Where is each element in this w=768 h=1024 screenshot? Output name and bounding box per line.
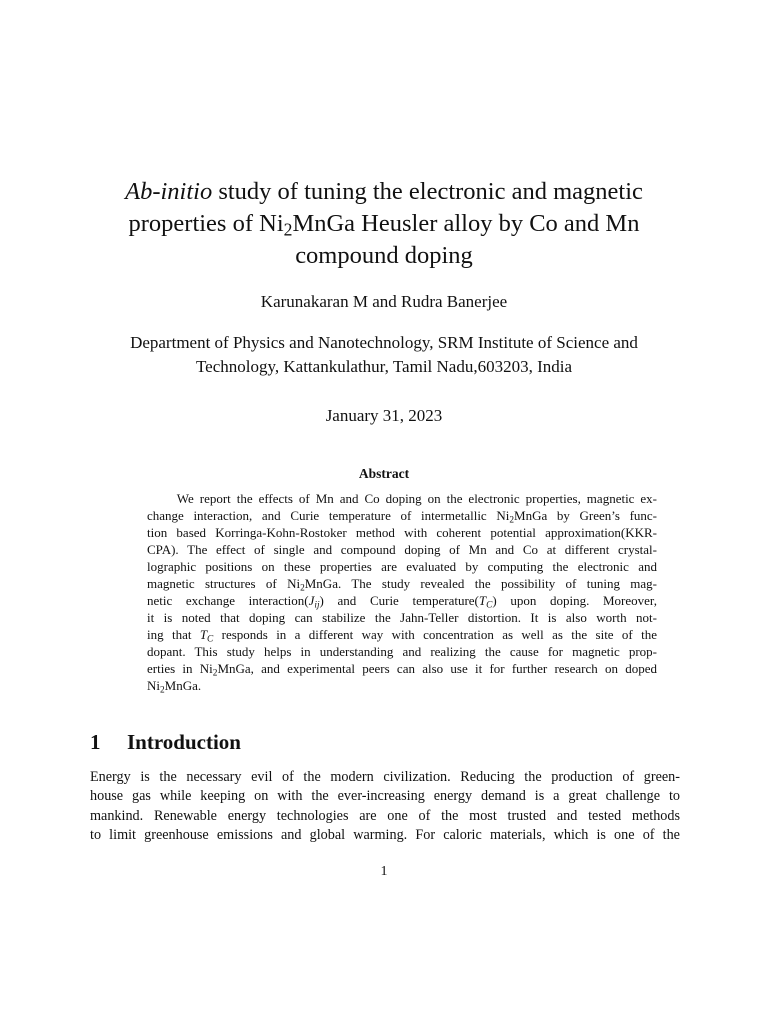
publication-date: January 31, 2023 [325,406,443,425]
affiliation: Department of Physics and Nanotechnology, SRM Institute of Science and Technology, Kattankulathur, Tamil Nadu,603203, India [130,333,638,376]
page-number: 1 [380,864,388,879]
paper-title [60,176,708,272]
title-italic: Ab-initio [125,178,213,205]
abstract-text: We report the effects of Mn and Co doping on the electronic properties, magnetic ex- change interaction, and Curie temperature of intermetallic $Ni_2MnGa$ by Green’s func- tion based Korringa-Kohn-Rostoker method with coherent potential approximation(KKR- CPA). The effect of single and compound doping of Mn and Co at different crystal- lographic positions on these properties are evaluated by computing the electronic and magnetic structures of $Ni_2MnGa$. The study revealed the possibility of tuning mag- netic exchange $interaction(J_{ij})$ and Curie $temperature(T_C)$ upon doping. Moreover, it is noted that doping can stabilize the Jahn-Teller distortion. It is also worth not- ing that $T_C$ responds in a different way with concentration as well as the site of the dopant. This study helps in understanding and realizing the cause for magnetic prop- erties in $Ni_2MnGa$, and experimental peers can also use it for further research on doped $Ni_2MnGa$. [147,491,658,696]
section-number: 1 [90,730,101,754]
title-line-2: properties of $Ni_2MnGa$ Heusler alloy by Co and Mn [128,210,640,240]
section-heading-introduction [90,729,241,755]
section-title: Introduction [127,730,241,754]
title-line-3: compound doping [295,242,473,269]
title-line-1: Ab-initio study of tuning the electronic and magnetic [125,178,643,205]
introduction-body: Energy is the necessary evil of the modern civilization. Reducing the production of green- house gas while keeping on with the ever-increasing energy demand is a great challenge to mankind. Renewable energy technologies are one of the most trusted and tested methods to limit greenhouse emissions and global warming. For caloric materials, which is one of the [90,769,680,843]
authors: Karunakaran M and Rudra Banerjee [260,292,508,311]
abstract-heading: Abstract [358,466,410,481]
